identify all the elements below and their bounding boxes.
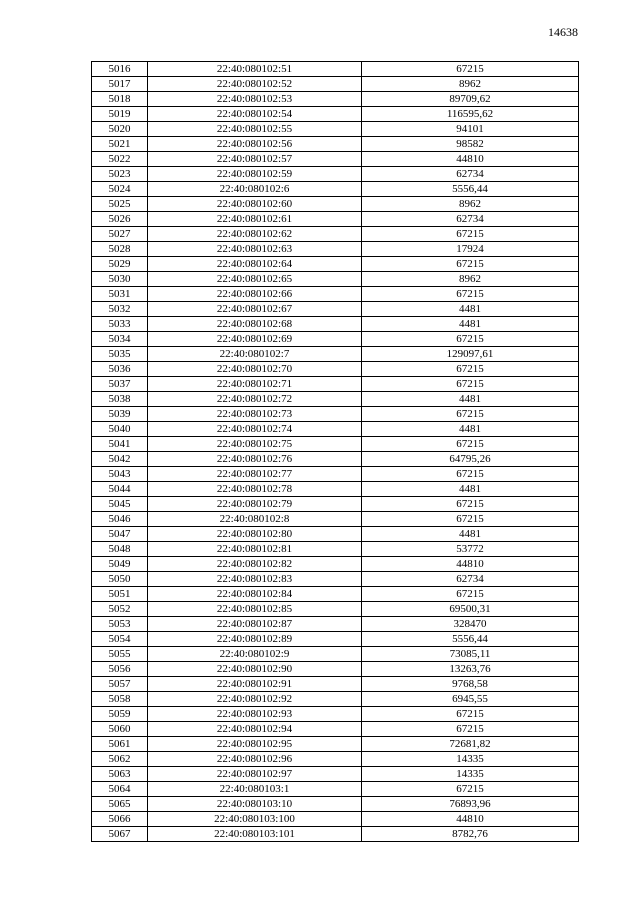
- table-row: [92, 422, 579, 437]
- value-cell: 67215: [362, 707, 579, 722]
- table-row: [92, 692, 579, 707]
- row-number: 5023: [92, 167, 148, 182]
- row-number: 5034: [92, 332, 148, 347]
- row-number: 5045: [92, 497, 148, 512]
- value-cell: 4481: [362, 392, 579, 407]
- table-row: [92, 182, 579, 197]
- row-number: 5026: [92, 212, 148, 227]
- value-cell: 94101: [362, 122, 579, 137]
- cadastral-number: 22:40:080102:71: [148, 377, 362, 392]
- row-number: 5018: [92, 92, 148, 107]
- value-cell: 67215: [362, 377, 579, 392]
- cadastral-number: 22:40:080102:54: [148, 107, 362, 122]
- value-cell: 67215: [362, 407, 579, 422]
- value-cell: 9768,58: [362, 677, 579, 692]
- value-cell: 67215: [362, 62, 579, 77]
- table-row: [92, 752, 579, 767]
- table-row: [92, 632, 579, 647]
- row-number: 5020: [92, 122, 148, 137]
- cadastral-number: 22:40:080102:62: [148, 227, 362, 242]
- table-row: [92, 647, 579, 662]
- cadastral-number: 22:40:080102:6: [148, 182, 362, 197]
- cadastral-number: 22:40:080103:10: [148, 797, 362, 812]
- cadastral-number: 22:40:080102:64: [148, 257, 362, 272]
- cadastral-number: 22:40:080102:83: [148, 572, 362, 587]
- value-cell: 4481: [362, 317, 579, 332]
- table-row: [92, 302, 579, 317]
- value-cell: 4481: [362, 527, 579, 542]
- row-number: 5059: [92, 707, 148, 722]
- value-cell: 53772: [362, 542, 579, 557]
- table-row: [92, 92, 579, 107]
- table-row: [92, 467, 579, 482]
- cadastral-number: 22:40:080102:81: [148, 542, 362, 557]
- cadastral-number: 22:40:080102:96: [148, 752, 362, 767]
- value-cell: 89709,62: [362, 92, 579, 107]
- cadastral-number: 22:40:080102:89: [148, 632, 362, 647]
- cadastral-number: 22:40:080102:70: [148, 362, 362, 377]
- value-cell: 67215: [362, 722, 579, 737]
- table-row: [92, 602, 579, 617]
- table-row: [92, 107, 579, 122]
- cadastral-number: 22:40:080102:7: [148, 347, 362, 362]
- table-row: [92, 527, 579, 542]
- row-number: 5055: [92, 647, 148, 662]
- table-row: [92, 152, 579, 167]
- row-number: 5037: [92, 377, 148, 392]
- value-cell: 67215: [362, 497, 579, 512]
- cadastral-number: 22:40:080103:1: [148, 782, 362, 797]
- value-cell: 44810: [362, 152, 579, 167]
- row-number: 5024: [92, 182, 148, 197]
- value-cell: 4481: [362, 482, 579, 497]
- cadastral-number: 22:40:080102:51: [148, 62, 362, 77]
- cadastral-number: 22:40:080102:61: [148, 212, 362, 227]
- cadastral-number: 22:40:080102:87: [148, 617, 362, 632]
- table-row: [92, 482, 579, 497]
- table-row: [92, 737, 579, 752]
- value-cell: 73085,11: [362, 647, 579, 662]
- table-row: [92, 407, 579, 422]
- row-number: 5063: [92, 767, 148, 782]
- table-row: [92, 257, 579, 272]
- row-number: 5062: [92, 752, 148, 767]
- value-cell: 67215: [362, 257, 579, 272]
- row-number: 5060: [92, 722, 148, 737]
- value-cell: 6945,55: [362, 692, 579, 707]
- value-cell: 17924: [362, 242, 579, 257]
- table-row: [92, 542, 579, 557]
- cadastral-number: 22:40:080102:56: [148, 137, 362, 152]
- table-row: [92, 707, 579, 722]
- row-number: 5038: [92, 392, 148, 407]
- row-number: 5028: [92, 242, 148, 257]
- table-row: [92, 662, 579, 677]
- table-row: [92, 332, 579, 347]
- value-cell: 62734: [362, 572, 579, 587]
- row-number: 5019: [92, 107, 148, 122]
- table-row: [92, 317, 579, 332]
- value-cell: 116595,62: [362, 107, 579, 122]
- cadastral-number: 22:40:080102:65: [148, 272, 362, 287]
- cadastral-number: 22:40:080102:73: [148, 407, 362, 422]
- value-cell: 328470: [362, 617, 579, 632]
- row-number: 5051: [92, 587, 148, 602]
- value-cell: 8962: [362, 77, 579, 92]
- table-row: [92, 827, 579, 842]
- table-row: [92, 197, 579, 212]
- row-number: 5039: [92, 407, 148, 422]
- value-cell: 44810: [362, 557, 579, 572]
- table-row: [92, 242, 579, 257]
- cadastral-number: 22:40:080102:57: [148, 152, 362, 167]
- row-number: 5033: [92, 317, 148, 332]
- row-number: 5052: [92, 602, 148, 617]
- cadastral-number: 22:40:080102:78: [148, 482, 362, 497]
- value-cell: 8782,76: [362, 827, 579, 842]
- value-cell: 67215: [362, 227, 579, 242]
- row-number: 5016: [92, 62, 148, 77]
- table-row: [92, 512, 579, 527]
- cadastral-number: 22:40:080103:101: [148, 827, 362, 842]
- row-number: 5030: [92, 272, 148, 287]
- row-number: 5053: [92, 617, 148, 632]
- value-cell: 4481: [362, 422, 579, 437]
- value-cell: 98582: [362, 137, 579, 152]
- value-cell: 67215: [362, 467, 579, 482]
- value-cell: 64795,26: [362, 452, 579, 467]
- row-number: 5054: [92, 632, 148, 647]
- row-number: 5050: [92, 572, 148, 587]
- row-number: 5064: [92, 782, 148, 797]
- row-number: 5048: [92, 542, 148, 557]
- table-row: [92, 497, 579, 512]
- cadastral-number: 22:40:080102:77: [148, 467, 362, 482]
- cadastral-number: 22:40:080102:79: [148, 497, 362, 512]
- value-cell: 62734: [362, 212, 579, 227]
- row-number: 5027: [92, 227, 148, 242]
- table-row: [92, 797, 579, 812]
- row-number: 5029: [92, 257, 148, 272]
- row-number: 5067: [92, 827, 148, 842]
- row-number: 5022: [92, 152, 148, 167]
- cadastral-number: 22:40:080103:100: [148, 812, 362, 827]
- table-row: [92, 347, 579, 362]
- cadastral-number: 22:40:080102:68: [148, 317, 362, 332]
- cadastral-number: 22:40:080102:82: [148, 557, 362, 572]
- cadastral-number: 22:40:080102:60: [148, 197, 362, 212]
- cadastral-number: 22:40:080102:97: [148, 767, 362, 782]
- cadastral-number: 22:40:080102:94: [148, 722, 362, 737]
- value-cell: 67215: [362, 287, 579, 302]
- row-number: 5032: [92, 302, 148, 317]
- table-row: [92, 77, 579, 92]
- cadastral-number: 22:40:080102:52: [148, 77, 362, 92]
- table-row: [92, 122, 579, 137]
- cadastral-number: 22:40:080102:8: [148, 512, 362, 527]
- cadastral-number: 22:40:080102:80: [148, 527, 362, 542]
- table-row: [92, 137, 579, 152]
- cadastral-number: 22:40:080102:9: [148, 647, 362, 662]
- table-row: [92, 812, 579, 827]
- table-row: [92, 272, 579, 287]
- row-number: 5056: [92, 662, 148, 677]
- value-cell: 14335: [362, 767, 579, 782]
- value-cell: 5556,44: [362, 632, 579, 647]
- table-row: [92, 767, 579, 782]
- value-cell: 13263,76: [362, 662, 579, 677]
- table-row: [92, 722, 579, 737]
- cadastral-number: 22:40:080102:66: [148, 287, 362, 302]
- row-number: 5047: [92, 527, 148, 542]
- cadastral-number: 22:40:080102:74: [148, 422, 362, 437]
- row-number: 5058: [92, 692, 148, 707]
- row-number: 5017: [92, 77, 148, 92]
- cadastral-number: 22:40:080102:91: [148, 677, 362, 692]
- value-cell: 8962: [362, 197, 579, 212]
- value-cell: 62734: [362, 167, 579, 182]
- table-row: [92, 212, 579, 227]
- table-body: [92, 62, 579, 842]
- table-row: [92, 437, 579, 452]
- value-cell: 4481: [362, 302, 579, 317]
- row-number: 5046: [92, 512, 148, 527]
- row-number: 5057: [92, 677, 148, 692]
- value-cell: 67215: [362, 587, 579, 602]
- cadastral-number: 22:40:080102:75: [148, 437, 362, 452]
- table-row: [92, 287, 579, 302]
- value-cell: 5556,44: [362, 182, 579, 197]
- row-number: 5031: [92, 287, 148, 302]
- value-cell: 67215: [362, 512, 579, 527]
- cadastral-number: 22:40:080102:90: [148, 662, 362, 677]
- table-row: [92, 227, 579, 242]
- value-cell: 72681,82: [362, 737, 579, 752]
- value-cell: 14335: [362, 752, 579, 767]
- row-number: 5036: [92, 362, 148, 377]
- table-row: [92, 362, 579, 377]
- cadastral-number: 22:40:080102:72: [148, 392, 362, 407]
- row-number: 5035: [92, 347, 148, 362]
- cadastral-number: 22:40:080102:67: [148, 302, 362, 317]
- cadastral-number: 22:40:080102:95: [148, 737, 362, 752]
- cadastral-number: 22:40:080102:59: [148, 167, 362, 182]
- cadastral-number: 22:40:080102:55: [148, 122, 362, 137]
- cadastral-number: 22:40:080102:53: [148, 92, 362, 107]
- value-cell: 67215: [362, 782, 579, 797]
- table-row: [92, 617, 579, 632]
- row-number: 5049: [92, 557, 148, 572]
- row-number: 5042: [92, 452, 148, 467]
- row-number: 5021: [92, 137, 148, 152]
- value-cell: 8962: [362, 272, 579, 287]
- row-number: 5040: [92, 422, 148, 437]
- table-row: [92, 587, 579, 602]
- table-row: [92, 377, 579, 392]
- table-row: [92, 677, 579, 692]
- cadastral-number: 22:40:080102:84: [148, 587, 362, 602]
- cadastral-number: 22:40:080102:63: [148, 242, 362, 257]
- value-cell: 67215: [362, 362, 579, 377]
- value-cell: 129097,61: [362, 347, 579, 362]
- cadastral-number: 22:40:080102:69: [148, 332, 362, 347]
- value-cell: 76893,96: [362, 797, 579, 812]
- cadastral-number: 22:40:080102:76: [148, 452, 362, 467]
- row-number: 5025: [92, 197, 148, 212]
- value-cell: 67215: [362, 437, 579, 452]
- row-number: 5066: [92, 812, 148, 827]
- row-number: 5043: [92, 467, 148, 482]
- table-row: [92, 62, 579, 77]
- cadastral-number: 22:40:080102:92: [148, 692, 362, 707]
- row-number: 5044: [92, 482, 148, 497]
- table-row: [92, 392, 579, 407]
- row-number: 5065: [92, 797, 148, 812]
- table-row: [92, 557, 579, 572]
- value-cell: 67215: [362, 332, 579, 347]
- value-cell: 69500,31: [362, 602, 579, 617]
- row-number: 5061: [92, 737, 148, 752]
- page-number: 14638: [548, 25, 578, 39]
- table-row: [92, 572, 579, 587]
- table-row: [92, 452, 579, 467]
- table-row: [92, 782, 579, 797]
- row-number: 5041: [92, 437, 148, 452]
- value-cell: 44810: [362, 812, 579, 827]
- table-row: [92, 167, 579, 182]
- data-table: [91, 61, 579, 842]
- cadastral-number: 22:40:080102:93: [148, 707, 362, 722]
- cadastral-number: 22:40:080102:85: [148, 602, 362, 617]
